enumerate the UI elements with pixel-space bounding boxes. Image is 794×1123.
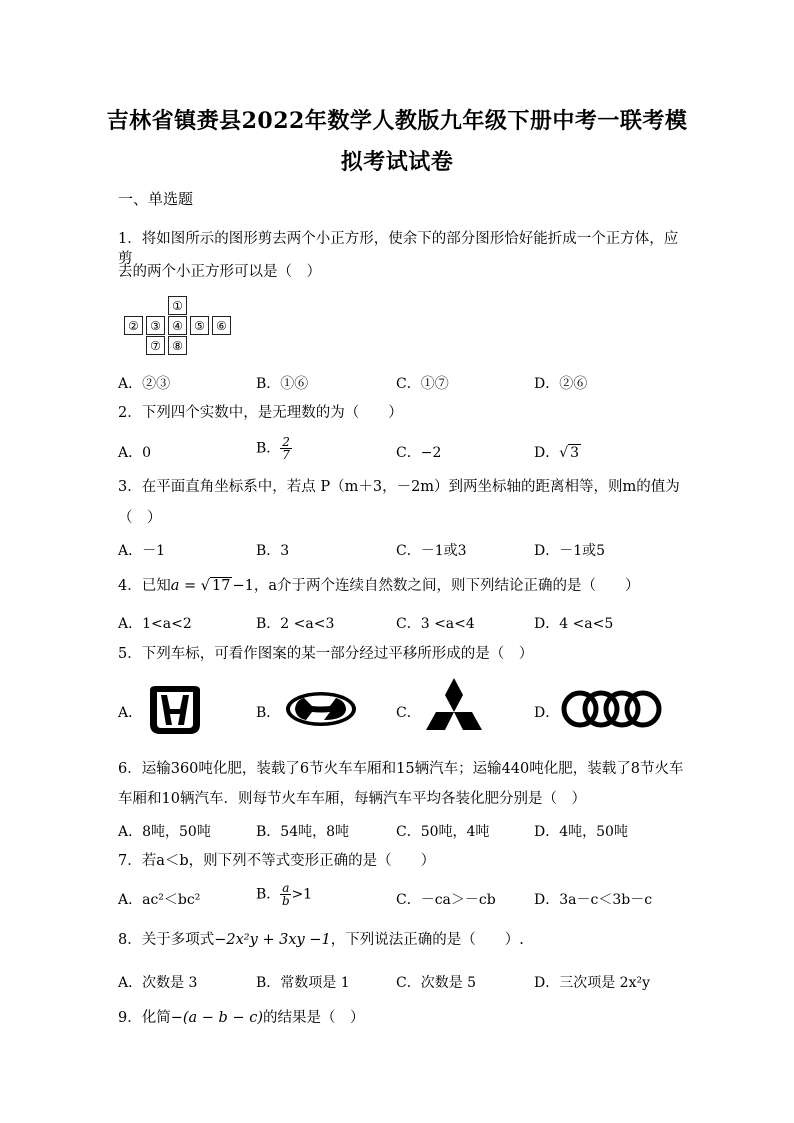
q6-option-a: A．8吨，50吨 [118,824,211,840]
question-4 [118,576,688,596]
q3-option-c: C．－1或3 [396,543,467,559]
honda-logo [146,684,204,736]
q5-option-d-label: D． [534,705,560,721]
net-cell-3: ③ [146,316,165,335]
q1-option-d: D．②⑥ [534,376,588,392]
q8-option-b: B．常数项是 1 [256,975,350,991]
question-5: 5．下列车标，可看作图案的某一部分经过平移所形成的是（ ） [118,646,534,662]
cube-net-figure [124,296,244,360]
q1-option-a: A．②③ [118,376,171,392]
net-cell-6: ⑥ [212,316,231,335]
net-cell-5: ⑤ [190,316,209,335]
q6-option-c: C．50吨，4吨 [396,824,490,840]
net-cell-4: ④ [168,316,187,335]
q4-option-d: D．4 <a<5 [534,616,614,632]
q3-option-b: B．3 [256,543,290,559]
q4-prefix: 4．已知 [118,578,171,594]
q2-option-d [534,442,581,462]
q8-suffix: ，下列说法正确的是（ ）. [330,932,524,948]
section-heading: 一、单选题 [118,190,194,208]
net-cell-8: ⑧ [168,336,187,355]
q1-option-b: B．①⑥ [256,376,309,392]
q2-option-b [256,436,292,461]
fraction [280,882,291,907]
q4-option-c: C．3 <a<4 [396,616,475,632]
q8-prefix: 8．关于多项式 [118,932,215,948]
q9-prefix: 9．化简 [118,1010,171,1026]
sqrt-radicand: 17 [212,578,231,594]
fraction-denominator: 7 [282,448,290,462]
net-cell-7: ⑦ [146,336,165,355]
q6-option-b: B．54吨，8吨 [256,824,350,840]
question-7: 7．若a＜b，则下列不等式变形正确的是（ ） [118,853,436,869]
q4-option-b: B．2 <a<3 [256,616,335,632]
fraction-numerator: a [282,881,290,895]
q8-option-d: D．三次项是 2x²y [534,975,650,991]
q4-expr-a: a = [170,578,201,594]
question-2: 2．下列四个实数中，是无理数的为（ ） [118,405,403,421]
mitsubishi-logo [424,676,484,744]
hyundai-logo [284,690,358,728]
q9-expression: −(a − b − c) [170,1010,263,1026]
q2-option-c: C．−2 [396,445,442,461]
page-title-line1: 吉林省镇赉县2022年数学人教版九年级下册中考一联考模 [106,108,688,134]
fraction-numerator: 2 [282,435,290,449]
q5-option-a-label: A． [118,705,143,721]
question-6-line1: 6．运输360吨化肥，装载了6节火车车厢和15辆汽车；运输440吨化肥，装载了8节火车 [118,761,684,777]
question-1-line1: 1．将如图所示的图形剪去两个小正方形，使余下的部分图形恰好能折成一个正方体，应剪 [118,231,679,267]
q3-option-d: D．－1或5 [534,543,606,559]
q4-option-a: A．1<a<2 [118,616,192,632]
q7-option-b-label: B． [256,886,281,903]
audi-logo [560,688,664,730]
sqrt-expression: √ 17 [200,578,231,594]
fraction [280,436,292,461]
q7-option-b-tail: >1 [291,886,313,903]
question-9 [118,1008,688,1028]
q9-suffix: 的结果是（ ） [262,1010,365,1026]
question-3-line1: 3．在平面直角坐标系中，若点 P（m＋3，－2m）到两坐标轴的距离相等，则m的值为 [118,479,680,495]
q5-option-c-label: C． [396,705,421,721]
q1-option-c: C．①⑦ [396,376,449,392]
q6-option-d: D．4吨，50吨 [534,824,628,840]
q2-option-d-label: D． [534,445,560,461]
question-6-line2: 车厢和10辆汽车．则每节火车车厢，每辆汽车平均各装化肥分别是（ ） [118,791,586,807]
q5-option-b-label: B． [256,705,281,721]
question-8 [118,930,688,950]
q2-option-b-label: B． [256,440,281,457]
q4-suffix: ，a介于两个连续自然数之间，则下列结论正确的是（ ） [253,578,640,594]
page-title-line2: 拟考试试卷 [340,149,454,175]
q4-expr-tail: −1 [232,578,254,594]
net-cell-2: ② [124,316,143,335]
q8-expression: −2x²y + 3xy −1 [214,932,331,948]
q7-option-c: C．－ca＞－cb [396,892,496,908]
q3-option-a: A．－1 [118,543,166,559]
sqrt-expression: √ 3 [559,445,580,461]
question-3-line2: （ ） [118,510,162,526]
q7-option-a: A．ac²＜bc² [118,892,201,908]
q2-option-a: A．0 [118,445,152,461]
question-1-line2: 去的两个小正方形可以是（ ） [118,264,321,280]
q8-option-c: C．次数是 5 [396,975,477,991]
q8-option-a: A．次数是 3 [118,975,198,991]
q7-option-d: D．3a－c＜3b－c [534,892,653,908]
q7-option-b [256,882,312,907]
net-cell-1: ① [168,296,187,315]
fraction-denominator: b [282,894,290,908]
sqrt-radicand: 3 [570,445,580,461]
